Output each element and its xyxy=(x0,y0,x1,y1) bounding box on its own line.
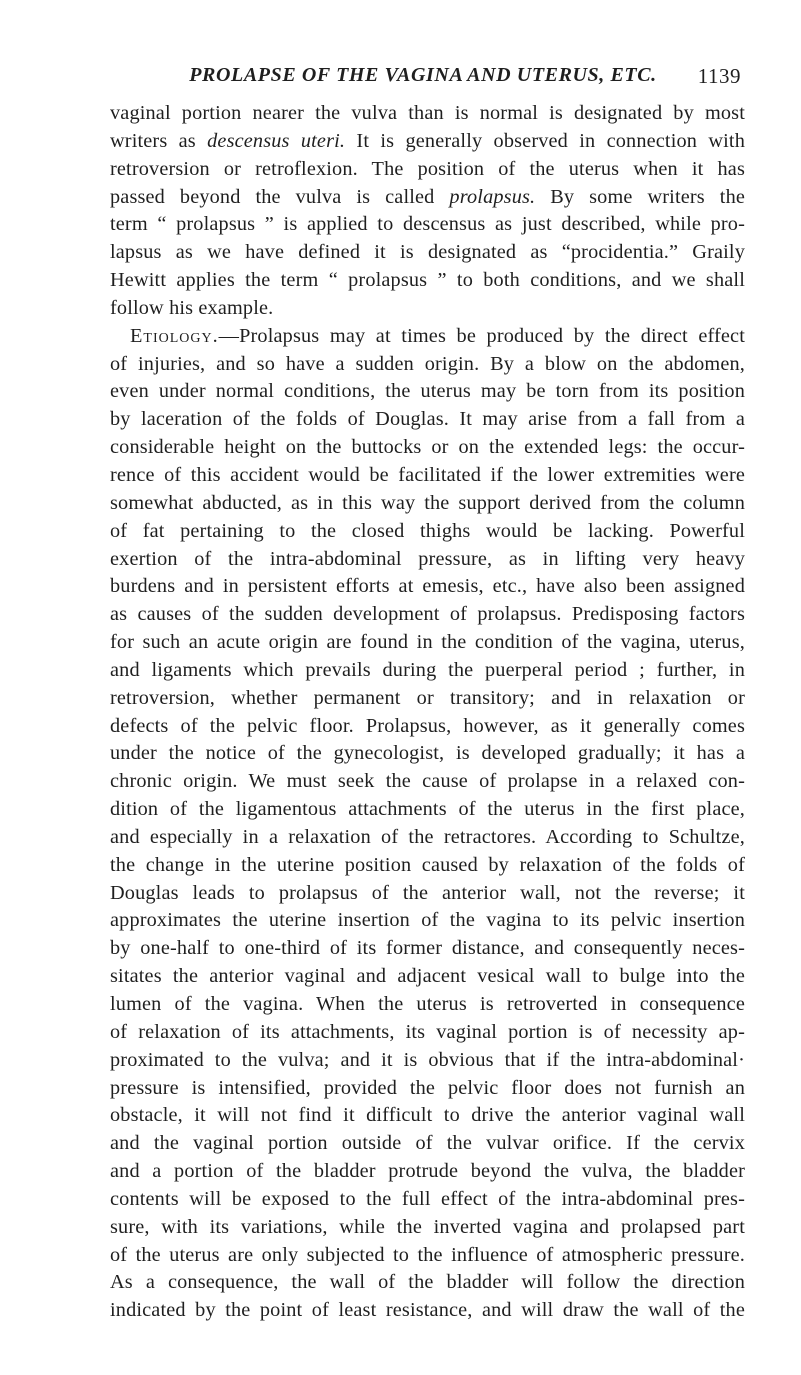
text-line xyxy=(110,267,745,295)
text-line xyxy=(110,434,745,462)
text-run: Douglas leads to prolapsus of the anterior wall, not the reverse; it xyxy=(110,881,745,904)
text-line xyxy=(110,1269,745,1297)
text-run: rence of this accident would be facilitated if the lower extremities were xyxy=(110,463,745,486)
text-run: of injuries, and so have a sudden origin. By a blow on the abdomen, xyxy=(110,352,745,375)
text-run: as causes of the sudden development of prolapsus. Predisposing factors xyxy=(110,603,745,626)
page-number: 1139 xyxy=(697,64,741,88)
text-run: retroversion or retroflexion. The position of the uterus when it has xyxy=(110,157,745,180)
italic-term: prolapsus. xyxy=(449,185,536,208)
running-title: PROLAPSE OF THE VAGINA AND UTERUS, ETC. xyxy=(189,64,657,86)
text-line xyxy=(110,351,745,379)
text-run: writers as xyxy=(110,129,208,152)
text-line xyxy=(110,1019,745,1047)
text-line xyxy=(110,128,745,156)
text-line xyxy=(110,685,745,713)
text-line xyxy=(110,1075,745,1103)
text-run: burdens and in persistent efforts at emesis, etc., have also been assigned xyxy=(110,575,745,598)
text-line xyxy=(110,852,745,880)
text-run: chronic origin. We must seek the cause of prolapse in a relaxed con- xyxy=(110,770,745,793)
text-run: of fat pertaining to the closed thighs would be lacking. Powerful xyxy=(110,519,745,542)
text-line xyxy=(110,184,745,212)
text-run: of the uterus are only subjected to the influence of atmospheric pressure. xyxy=(110,1243,745,1266)
text-line xyxy=(110,573,745,601)
text-line xyxy=(110,1186,745,1214)
text-line xyxy=(110,1242,745,1270)
text-run: and ligaments which prevails during the puerperal period ; further, in xyxy=(110,658,745,681)
text-line xyxy=(110,518,745,546)
text-line xyxy=(110,935,745,963)
section-heading: Etiology. xyxy=(130,324,219,347)
text-run: pressure is intensified, provided the pelvic floor does not furnish an xyxy=(110,1076,745,1099)
text-line xyxy=(110,406,745,434)
text-line xyxy=(110,907,745,935)
text-line xyxy=(110,740,745,768)
text-run: defects of the pelvic floor. Prolapsus, however, as it generally comes xyxy=(110,714,745,737)
text-line xyxy=(110,156,745,184)
text-run: and especially in a relaxation of the retractores. According to Schultze, xyxy=(110,825,745,848)
text-run: by one-half to one-third of its former distance, and consequently neces- xyxy=(110,937,745,960)
text-line xyxy=(110,629,745,657)
text-line xyxy=(110,991,745,1019)
text-run: somewhat abducted, as in this way the support derived from the column xyxy=(110,491,745,514)
text-line xyxy=(110,880,745,908)
text-line xyxy=(110,546,745,574)
text-run: exertion of the intra-abdominal pressure, as in lifting very heavy xyxy=(110,547,745,570)
text-run: As a consequence, the wall of the bladder will follow the direction xyxy=(110,1271,745,1294)
text-run: —Prolapsus may at times be produced by the direct effect xyxy=(218,324,745,347)
text-line xyxy=(110,1102,745,1130)
text-line xyxy=(110,963,745,991)
text-line xyxy=(110,768,745,796)
text-line xyxy=(110,323,745,351)
text-run: the change in the uterine position caused by relaxation of the folds of xyxy=(110,853,745,876)
text-run: retroversion, whether permanent or transitory; and in relaxation or xyxy=(110,686,745,709)
text-run: of relaxation of its attachments, its vaginal portion is of necessity ap- xyxy=(110,1020,745,1043)
text-run: considerable height on the buttocks or on the extended legs: the occur- xyxy=(110,436,745,459)
text-run: even under normal conditions, the uterus may be torn from its position xyxy=(110,380,745,403)
text-run: indicated by the point of least resistance, and will draw the wall of the xyxy=(110,1299,745,1322)
text-run: by laceration of the folds of Douglas. It may arise from a fall from a xyxy=(110,408,745,431)
text-run: vaginal portion nearer the vulva than is normal is designated by most xyxy=(110,102,745,124)
text-line xyxy=(110,100,745,128)
text-line xyxy=(110,211,745,239)
text-line xyxy=(110,295,745,323)
text-line xyxy=(110,824,745,852)
text-run: proximated to the vulva; and it is obvious that if the intra-abdominal· xyxy=(110,1048,745,1071)
text-run: term “ prolapsus ” is applied to descensus as just described, while pro- xyxy=(110,213,745,236)
text-line xyxy=(110,657,745,685)
text-run: for such an acute origin are found in the condition of the vagina, uterus, xyxy=(110,631,745,654)
text-line xyxy=(110,378,745,406)
text-run: lumen of the vagina. When the uterus is retroverted in consequence xyxy=(110,993,745,1015)
page-header xyxy=(0,64,801,94)
text-run: passed beyond the vulva is called xyxy=(110,185,450,208)
text-line xyxy=(110,462,745,490)
text-run: It is generally observed in connection with xyxy=(345,129,746,152)
text-line xyxy=(110,1158,745,1186)
text-run: approximates the uterine insertion of the vagina to its pelvic insertion xyxy=(110,909,745,932)
text-line xyxy=(110,1047,745,1075)
text-line xyxy=(110,1130,745,1158)
text-line xyxy=(110,713,745,741)
text-run: sure, with its variations, while the inverted vagina and prolapsed part xyxy=(110,1215,745,1238)
italic-term: descensus uteri. xyxy=(207,129,346,152)
text-run: By some writers the xyxy=(535,185,746,208)
text-run: and a portion of the bladder protrude beyond the vulva, the bladder xyxy=(110,1160,745,1183)
text-line xyxy=(110,796,745,824)
text-run: sitates the anterior vaginal and adjacent vesical wall to bulge into the xyxy=(110,965,745,988)
text-run: obstacle, it will not find it difficult to drive the anterior vaginal wall xyxy=(110,1104,745,1127)
text-line xyxy=(110,1214,745,1242)
text-line xyxy=(110,490,745,518)
text-run: contents will be exposed to the full effect of the intra-abdominal pres- xyxy=(110,1187,745,1210)
text-run: under the notice of the gynecologist, is developed gradually; it has a xyxy=(110,742,745,765)
text-run: Hewitt applies the term “ prolapsus ” to both conditions, and we shall xyxy=(110,269,745,292)
text-run: dition of the ligamentous attachments of the uterus in the first place, xyxy=(110,798,745,821)
text-run: lapsus as we have defined it is designated as “procidentia.” Graily xyxy=(110,241,745,264)
body-text xyxy=(110,100,745,1325)
text-line xyxy=(110,1297,745,1325)
text-run: follow his example. xyxy=(110,296,274,319)
text-line xyxy=(110,601,745,629)
text-run: and the vaginal portion outside of the vulvar orifice. If the cervix xyxy=(110,1132,745,1155)
text-line xyxy=(110,239,745,267)
